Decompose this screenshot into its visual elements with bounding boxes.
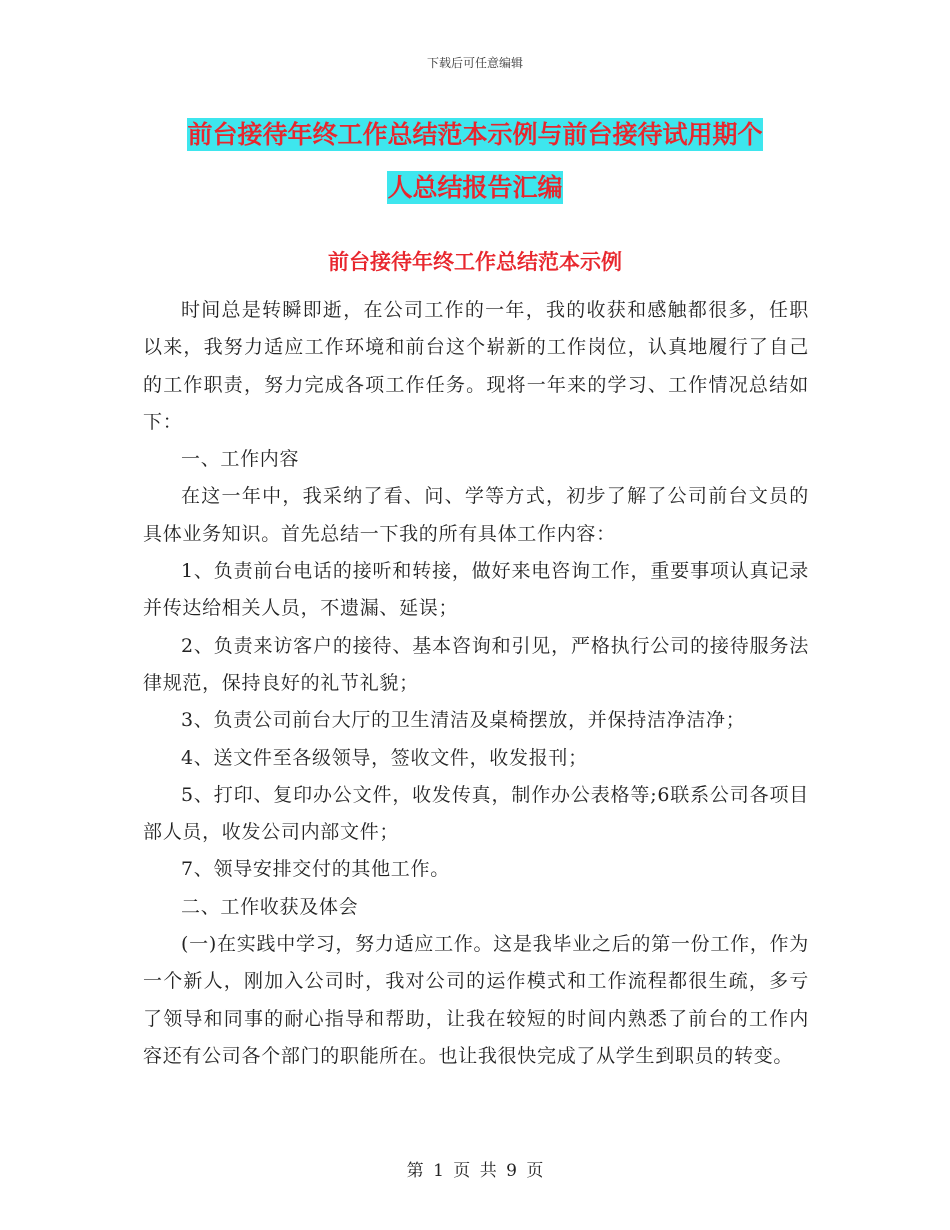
paragraph: 二、工作收获及体会 xyxy=(181,895,359,918)
paragraph: 一、工作内容 xyxy=(181,448,300,471)
paragraph: 2、负责来访客户的接待、基本咨询和引见，严格执行公司的接待服务法律规范，保持良好的礼节礼貌； xyxy=(143,634,809,694)
page-indicator: 第 1 页 共 9 页 xyxy=(406,1161,544,1181)
document-title-line-2: 人总结报告汇编 xyxy=(387,173,563,202)
paragraph: 1、负责前台电话的接听和转接，做好来电咨询工作，重要事项认真记录并传达给相关人员，不遗漏、延误； xyxy=(143,560,809,620)
document-title xyxy=(140,108,810,214)
document-body xyxy=(143,292,809,1075)
section-title: 前台接待年终工作总结范本示例 xyxy=(328,250,622,274)
paragraph: 4、送文件至各级领导，签收文件，收发报刊； xyxy=(181,746,588,769)
paragraph: 5、打印、复印办公文件，收发传真，制作办公表格等;6联系公司各项目部人员，收发公司内部文件； xyxy=(143,783,809,844)
paragraph: 在这一年中，我采纳了看、问、学等方式，初步了解了公司前台文员的具体业务知识。首先总结一下我的所有具体工作内容： xyxy=(143,485,809,545)
header-note: 下载后可任意编辑 xyxy=(426,56,523,70)
paragraph: 7、领导安排交付的其他工作。 xyxy=(181,858,450,881)
paragraph: 时间总是转瞬即逝，在公司工作的一年，我的收获和感触都很多，任职以来，我努力适应工作环境和前台这个崭新的工作岗位，认真地履行了自己的工作职责，努力完成各项工作任务。现将一年来的学习、工作情况总结如下： xyxy=(143,299,809,433)
paragraph: (一)在实践中学习，努力适应工作。这是我毕业之后的第一份工作，作为一个新人，刚加入公司时，我对公司的运作模式和工作流程都很生疏，多亏了领导和同事的耐心指导和帮助，让我在较短的时间内熟悉了前台的工作内容还有公司各个部门的职能所在。也让我很快完成了从学生到职员的转变。 xyxy=(143,933,809,1067)
paragraph: 3、负责公司前台大厅的卫生清洁及桌椅摆放，并保持洁净洁净； xyxy=(181,709,746,732)
document-title-line-1: 前台接待年终工作总结范本示例与前台接待试用期个 xyxy=(187,120,763,149)
